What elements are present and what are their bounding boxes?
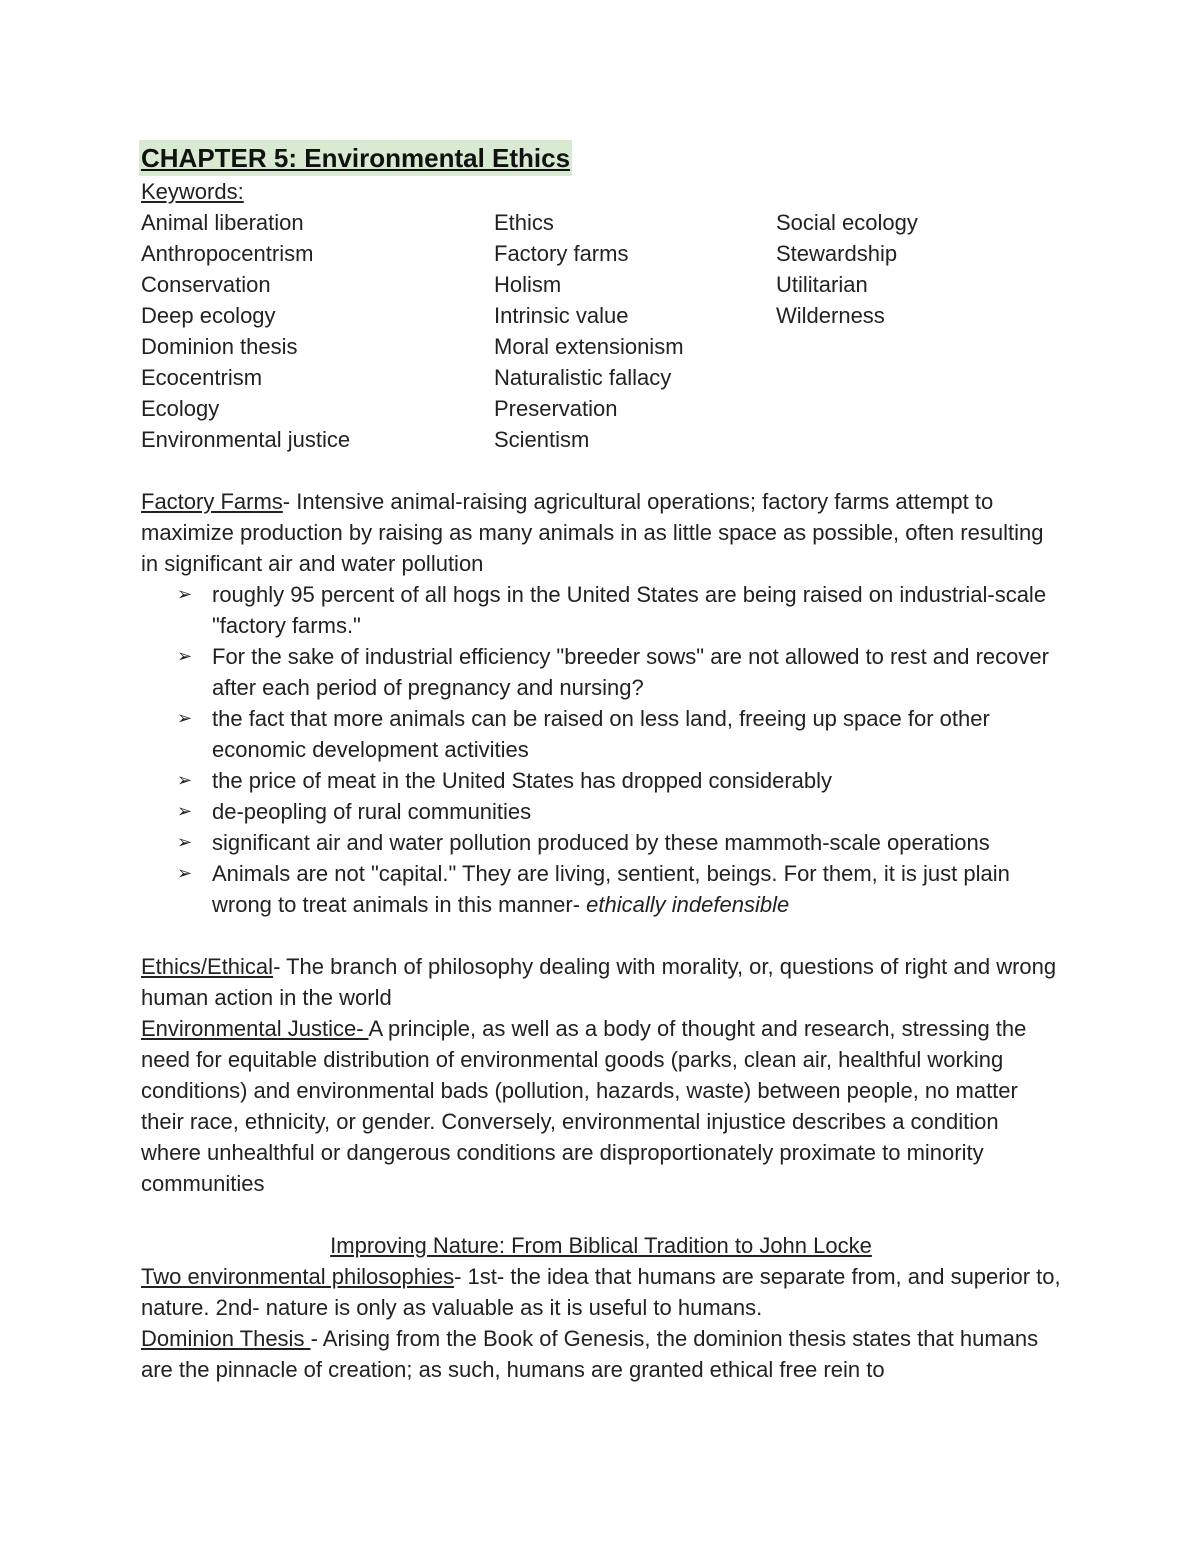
keyword: Moral extensionism [494, 334, 684, 359]
chapter-title: CHAPTER 5: Environmental Ethics [139, 140, 572, 176]
keywords-column-2 [494, 207, 776, 455]
keyword: Factory farms [494, 241, 629, 266]
keyword: Conservation [141, 272, 271, 297]
keywords-column-3 [776, 207, 1061, 455]
bullet-item [141, 858, 1061, 920]
keyword: Wilderness [776, 303, 885, 328]
keyword: Dominion thesis [141, 334, 298, 359]
factory-farms-definition [141, 486, 1061, 579]
arrow-bullet-icon: ➢ [177, 863, 193, 884]
definition: - The branch of philosophy dealing with morality, or, questions of right and wrong human action in the world [141, 954, 1057, 1010]
bullet-item [141, 796, 1061, 827]
keyword: Animal liberation [141, 210, 304, 235]
bullet-emphasis: ethically indefensible [586, 892, 790, 917]
two-philosophies-definition [141, 1261, 1061, 1323]
keywords-column-1 [141, 207, 494, 455]
keyword: Naturalistic fallacy [494, 365, 672, 390]
environmental-justice-definition [141, 1013, 1061, 1199]
keywords-label: Keywords: [141, 179, 244, 204]
bullet-item [141, 827, 1061, 858]
factory-farms-bullets [141, 579, 1061, 920]
keyword: Holism [494, 272, 562, 297]
keyword: Ethics [494, 210, 554, 235]
keyword: Scientism [494, 427, 590, 452]
bullet-item [141, 703, 1061, 765]
spacer [141, 920, 1061, 951]
bullet-text: significant air and water pollution produced by these mammoth-scale operations [212, 830, 990, 855]
ethics-definition [141, 951, 1061, 1013]
keyword: Preservation [494, 396, 618, 421]
arrow-bullet-icon: ➢ [177, 770, 193, 791]
arrow-bullet-icon: ➢ [177, 801, 193, 822]
definition: - Arising from the Book of Genesis, the dominion thesis states that humans are the pinnacle of creation; as such, humans are granted ethical free rein to [141, 1326, 1039, 1382]
bullet-text: de-peopling of rural communities [212, 799, 532, 824]
bullet-text: For the sake of industrial efficiency "breeder sows" are not allowed to rest and recover after each period of pregnancy and nursing? [212, 644, 1049, 700]
keyword: Ecology [141, 396, 220, 421]
bullet-text: the fact that more animals can be raised on less land, freeing up space for other economic development activities [212, 706, 990, 762]
keyword: Utilitarian [776, 272, 868, 297]
keywords-grid [141, 207, 1061, 455]
term: Ethics/Ethical [141, 954, 274, 979]
keyword: Deep ecology [141, 303, 276, 328]
keyword: Environmental justice [141, 427, 351, 452]
definition: - 1st- the idea that humans are separate from, and superior to, nature. 2nd- nature is only as valuable as it is useful to humans. [141, 1264, 1061, 1320]
bullet-text: roughly 95 percent of all hogs in the United States are being raised on industrial-scale "factory farms." [212, 582, 1047, 638]
definition: - Intensive animal-raising agricultural operations; factory farms attempt to maximize production by raising as many animals in as little space as possible, often resulting in significant air and water pollution [141, 489, 1044, 576]
keyword: Stewardship [776, 241, 898, 266]
keyword: Social ecology [776, 210, 918, 235]
spacer [141, 455, 1061, 486]
arrow-bullet-icon: ➢ [177, 646, 193, 667]
section-heading: Improving Nature: From Biblical Tradition to John Locke [330, 1233, 872, 1258]
spacer [141, 1199, 1061, 1230]
term: Dominion Thesis [141, 1326, 311, 1351]
term: Two environmental philosophies [141, 1264, 455, 1289]
arrow-bullet-icon: ➢ [177, 584, 193, 605]
keyword: Intrinsic value [494, 303, 629, 328]
keyword: Anthropocentrism [141, 241, 314, 266]
bullet-item [141, 579, 1061, 641]
arrow-bullet-icon: ➢ [177, 708, 193, 729]
document-content [141, 140, 1061, 1385]
definition: A principle, as well as a body of thought and research, stressing the need for equitable distribution of environmental goods (parks, clean air, healthful working conditions) and environmental bads (pollution, hazards, waste) between people, no matter their race, ethnicity, or gender. Conversely, environmental injustice describes a condition where unhealthful or dangerous conditions are disproportionately proximate to minority communities [141, 1016, 1027, 1196]
term: Factory Farms [141, 489, 283, 514]
keyword: Ecocentrism [141, 365, 263, 390]
arrow-bullet-icon: ➢ [177, 832, 193, 853]
bullet-text: the price of meat in the United States has dropped considerably [212, 768, 833, 793]
dominion-thesis-definition [141, 1323, 1061, 1385]
bullet-text: Animals are not "capital." They are living, sentient, beings. For them, it is just plain wrong to treat animals in this manner- [212, 861, 1010, 917]
bullet-item [141, 641, 1061, 703]
term: Environmental Justice- [141, 1016, 369, 1041]
bullet-item [141, 765, 1061, 796]
